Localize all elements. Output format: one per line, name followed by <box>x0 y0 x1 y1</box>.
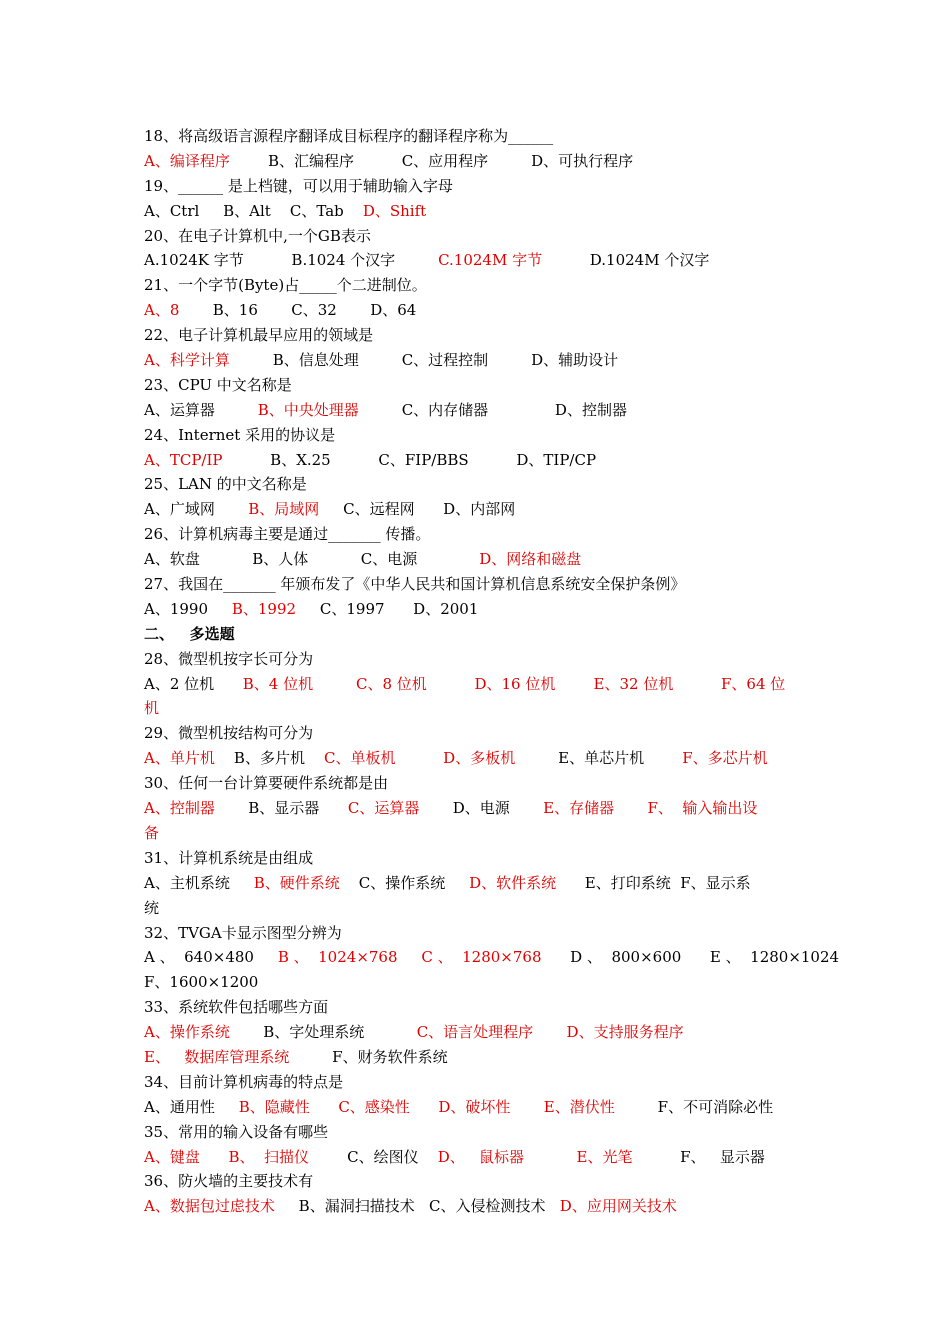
answer-highlight: A、编译程序 <box>144 151 230 170</box>
text-span: B、汇编程序 C、应用程序 D、可执行程序 <box>229 151 634 170</box>
text-line <box>144 348 809 373</box>
text-line <box>144 1020 809 1045</box>
answer-highlight: A、单片机 <box>144 749 215 768</box>
answer-highlight: E、 数据库管理系统 <box>144 1047 290 1066</box>
text-line <box>144 746 809 771</box>
text-span: 24、Internet 采用的协议是 <box>144 425 336 444</box>
text-span: A、运算器 <box>144 400 258 419</box>
text-line <box>144 721 809 746</box>
answer-highlight: C、运算器 <box>347 799 420 818</box>
text-line <box>144 522 809 547</box>
text-line <box>144 921 809 946</box>
text-line <box>144 1120 809 1145</box>
text-span: A、通用性 <box>144 1097 239 1116</box>
text-span: D、电源 <box>419 799 544 818</box>
answer-highlight: F、多芯片机 <box>682 749 768 768</box>
text-span: E、单芯片机 <box>515 749 683 768</box>
text-line <box>144 572 809 597</box>
text-span: C、操作系统 <box>339 873 470 892</box>
text-span: 26、计算机病毒主要是通过_______ 传播。 <box>144 525 431 544</box>
text-line <box>144 597 809 622</box>
text-span: B、多片机 <box>214 749 325 768</box>
text-line <box>144 1095 809 1120</box>
text-span: A、1990 <box>144 599 232 618</box>
text-line <box>144 647 809 672</box>
answer-highlight: B、4 位机 C、8 位机 D、16 位机 E、32 位机 F、64 位 <box>242 674 786 693</box>
text-span: F、 显示器 <box>632 1147 765 1166</box>
text-span: F、1600×1200 <box>144 973 259 992</box>
text-line <box>144 846 809 871</box>
answer-highlight: B、硬件系统 <box>253 873 340 892</box>
text-span: B、显示器 <box>214 799 348 818</box>
text-span: E、打印系统 F、显示系 <box>556 873 751 892</box>
text-span: A.1024K 字节 B.1024 个汉字 <box>144 251 439 270</box>
answer-highlight: 备 <box>144 823 160 842</box>
answer-highlight: C、语言处理程序 D、支持服务程序 <box>416 1023 684 1042</box>
text-line <box>144 1070 809 1095</box>
text-span: C、1997 D、2001 <box>296 599 479 618</box>
text-line <box>144 871 809 896</box>
text-line <box>144 298 809 323</box>
text-line <box>144 224 809 249</box>
answer-highlight: A、科学计算 <box>144 351 230 370</box>
text-span: 34、目前计算机病毒的特点是 <box>144 1072 344 1091</box>
text-span: 29、微型机按结构可分为 <box>144 724 314 743</box>
text-line <box>144 696 809 721</box>
text-line <box>144 423 809 448</box>
text-span: A、2 位机 <box>144 674 243 693</box>
answer-highlight: B 、 1024×768 C 、 1280×768 <box>277 948 542 967</box>
text-span: A、软盘 B、人体 C、电源 <box>144 550 480 569</box>
text-span: 36、防火墙的主要技术有 <box>144 1172 314 1191</box>
text-span: 19、______ 是上档键，可以用于辅助输入字母 <box>144 176 453 195</box>
text-line <box>144 970 809 995</box>
answer-highlight: C.1024M 字节 <box>438 251 543 270</box>
text-line <box>144 1145 809 1170</box>
text-line <box>144 448 809 473</box>
text-span: 统 <box>144 898 160 917</box>
text-line <box>144 124 809 149</box>
answer-highlight: B、1992 <box>231 599 297 618</box>
text-span: F、财务软件系统 <box>289 1047 448 1066</box>
answer-highlight: B、中央处理器 <box>257 400 359 419</box>
text-line <box>144 248 809 273</box>
text-span: C、远程网 D、内部网 <box>319 500 516 519</box>
answer-highlight: D、网络和磁盘 <box>479 550 582 569</box>
answer-highlight: B、隐藏性 C、感染性 D、破坏性 E、潜伏性 <box>238 1097 615 1116</box>
text-span: 21、一个字节(Byte)占_____个二进制位。 <box>144 276 427 295</box>
text-line <box>144 323 809 348</box>
text-line <box>144 547 809 572</box>
answer-highlight: D、Shift <box>362 201 427 220</box>
answer-highlight: D、软件系统 <box>469 873 557 892</box>
answer-highlight: E、存储器 F、 输入输出设 <box>543 799 758 818</box>
text-span: 31、计算机系统是由组成 <box>144 848 314 867</box>
text-span: A、Ctrl B、Alt C、Tab <box>144 201 363 220</box>
text-line <box>144 945 840 970</box>
answer-highlight: A、数据包过虑技术 <box>144 1197 275 1216</box>
text-line <box>144 199 809 224</box>
text-span: B、信息处理 C、过程控制 D、辅助设计 <box>229 351 619 370</box>
text-span: A、主机系统 <box>144 873 254 892</box>
text-span: B、字处理系统 <box>229 1023 417 1042</box>
text-span: B、16 C、32 D、64 <box>179 301 417 320</box>
text-line <box>144 1194 809 1219</box>
text-span: B、漏洞扫描技术 C、入侵检测技术 <box>274 1197 560 1216</box>
text-line <box>144 771 809 796</box>
text-line <box>144 398 809 423</box>
answer-highlight: A、操作系统 <box>144 1023 230 1042</box>
answer-highlight: A、8 <box>144 301 180 320</box>
answer-highlight: A、键盘 B、 扫描仪 <box>144 1147 310 1166</box>
text-span: 28、微型机按字长可分为 <box>144 649 314 668</box>
text-span: C、内存储器 D、控制器 <box>358 400 627 419</box>
text-line <box>144 273 809 298</box>
text-line <box>144 796 809 821</box>
text-line <box>144 1045 809 1070</box>
text-span: D 、 800×600 E 、 1280×1024 <box>541 948 840 967</box>
text-span: F、不可消除必性 <box>614 1097 774 1116</box>
text-span: 33、系统软件包括哪些方面 <box>144 998 329 1017</box>
answer-highlight: D、 鼠标器 E、光笔 <box>437 1147 633 1166</box>
text-line <box>144 821 809 846</box>
text-line <box>144 497 809 522</box>
section-heading: 二、 多选题 <box>144 624 235 643</box>
text-line <box>144 373 809 398</box>
text-line <box>144 896 809 921</box>
text-span: 30、任何一台计算要硬件系统都是由 <box>144 774 389 793</box>
text-span: 20、在电子计算机中,一个GB表示 <box>144 226 371 245</box>
text-line <box>144 1169 809 1194</box>
answer-highlight: B、局域网 <box>248 500 320 519</box>
answer-highlight: A、控制器 <box>144 799 215 818</box>
text-line <box>144 995 809 1020</box>
text-span: 32、TVGA卡显示图型分辨为 <box>144 923 342 942</box>
text-span: 23、CPU 中文名称是 <box>144 375 292 394</box>
text-line <box>144 174 809 199</box>
document-page <box>144 124 840 1219</box>
text-span: C、绘图仪 <box>309 1147 438 1166</box>
answer-highlight: D、应用网关技术 <box>559 1197 677 1216</box>
text-span: 25、LAN 的中文名称是 <box>144 475 307 494</box>
text-span: 18、将高级语言源程序翻译成目标程序的翻译程序称为______ <box>144 127 554 145</box>
text-line <box>144 672 809 697</box>
text-span: A 、 640×480 <box>144 948 278 967</box>
answer-highlight: C、单板机 D、多板机 <box>324 749 516 768</box>
text-line <box>144 149 809 174</box>
text-span: 27、我国在_______ 年颁布发了《中华人民共和国计算机信息系统安全保护条例》 <box>144 575 686 594</box>
answer-highlight: 机 <box>144 699 160 718</box>
text-line <box>144 472 809 497</box>
text-line <box>144 622 809 647</box>
text-span: D.1024M 个汉字 <box>542 251 710 270</box>
text-span: B、X.25 C、FIP/BBS D、TIP/CP <box>222 450 597 469</box>
text-span: A、广域网 <box>144 500 249 519</box>
answer-highlight: A、TCP/IP <box>144 450 223 469</box>
text-span: 22、电子计算机最早应用的领域是 <box>144 326 374 345</box>
text-span: 35、常用的输入设备有哪些 <box>144 1122 329 1141</box>
